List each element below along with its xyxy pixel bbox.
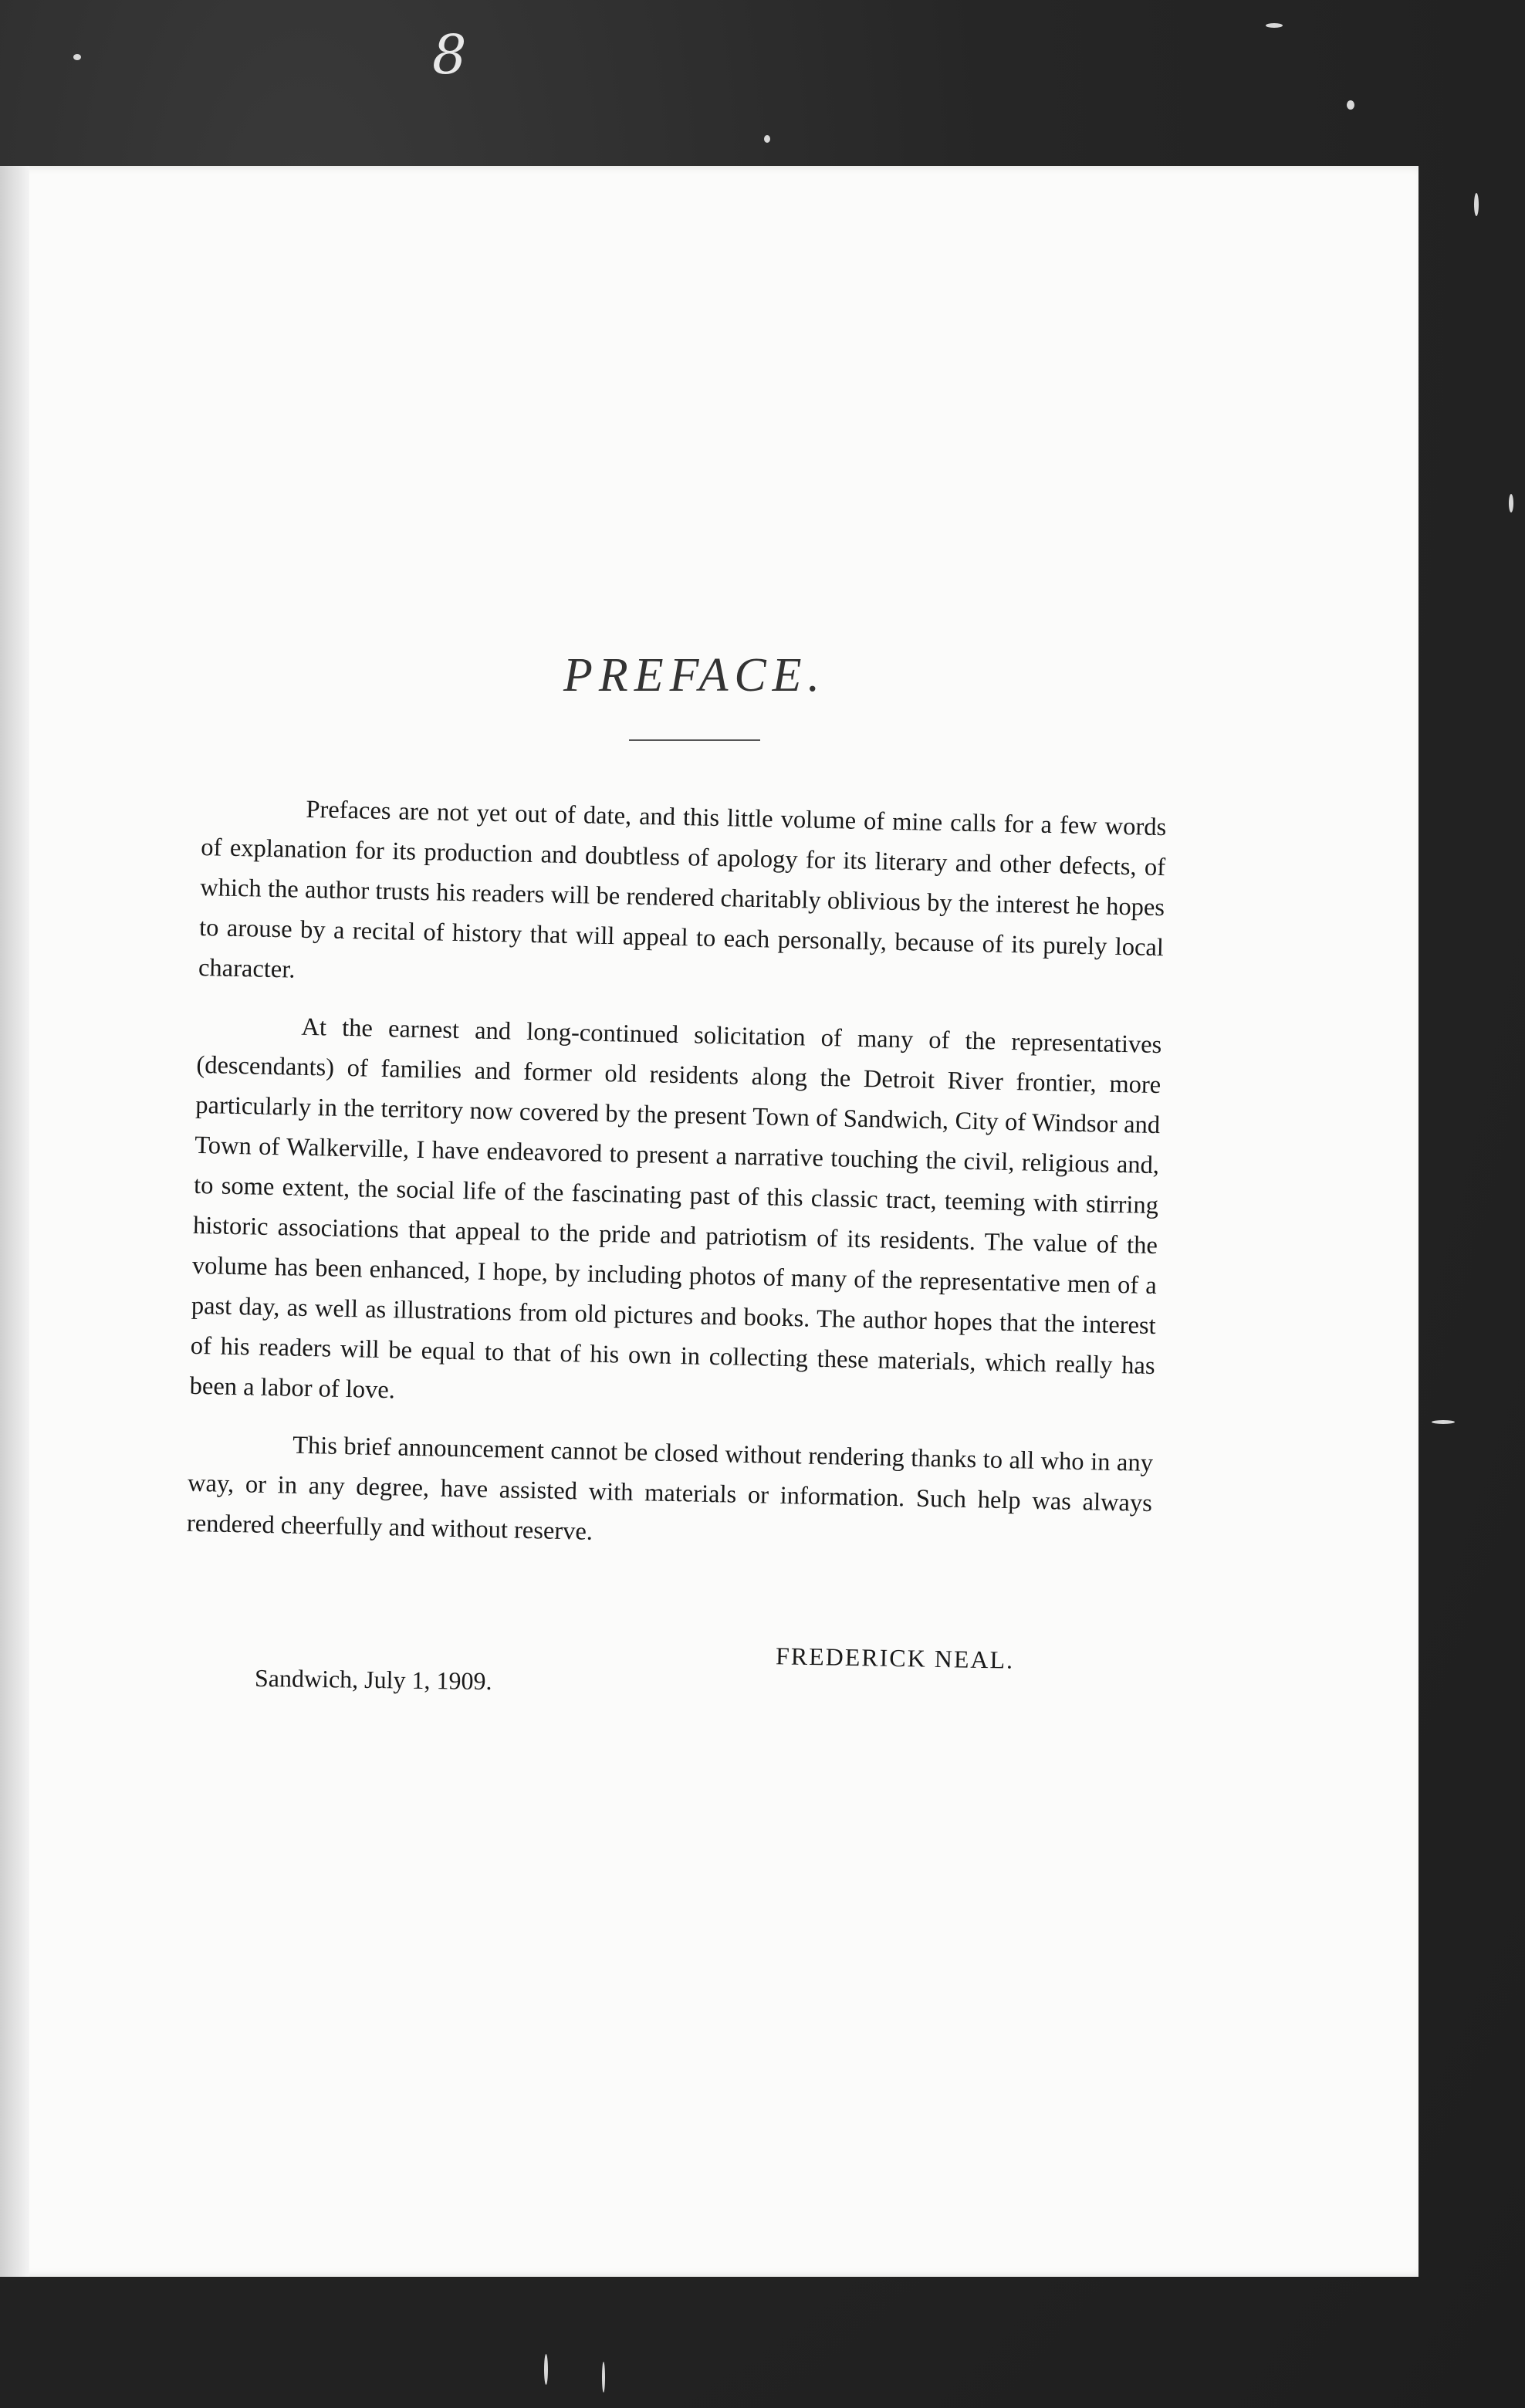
page-gutter bbox=[0, 166, 29, 2277]
author-signature: FREDERICK NEAL. bbox=[775, 1642, 1015, 1674]
dateline: Sandwich, July 1, 1909. bbox=[254, 1663, 492, 1696]
page-title: PREFACE. bbox=[563, 649, 827, 702]
dust-speck bbox=[1347, 100, 1354, 110]
paragraph: This brief announcement cannot be closed without rendering thanks to all who in any way, or in any degree, have assisted with materials or information. Such help was always rendered cheerfully and without reserve. bbox=[186, 1431, 1154, 1546]
dust-speck bbox=[1266, 23, 1283, 28]
dust-speck bbox=[602, 2362, 605, 2393]
preface-body bbox=[186, 787, 1167, 1581]
dust-speck bbox=[73, 54, 81, 60]
title-rule bbox=[629, 739, 760, 741]
dust-speck bbox=[1509, 494, 1513, 512]
paragraph: Prefaces are not yet out of date, and this little volume of mine calls for a few words of explanation for its production and doubtless of apology for its literary and other defects, of which the author trusts his readers will be rendered charitably oblivious by the interest he hopes to arouse by a recital of history that will appeal to each personally, because of its purely local character. bbox=[198, 795, 1167, 984]
dust-speck bbox=[764, 135, 770, 143]
page-number: 8 bbox=[432, 23, 467, 86]
dust-speck bbox=[1474, 193, 1479, 216]
dust-speck bbox=[1432, 1420, 1455, 1424]
dust-speck bbox=[544, 2354, 548, 2385]
paragraph: At the earnest and long-continued solicitation of many of the representatives (descendants) of families and former old residents along the Detroit River frontier, more particularly in the territory now covered by the present Town of Sandwich, City of Windsor and Town of Walkerville, I have endeavored to present a narrative touching the civil, religious and, to some extent, the social life of the fascinating past of this classic tract, teeming with stirring historic associations that appeal to the pride and patriotism of its residents. The value of the volume has been enhanced, I hope, by including photos of many of the representative men of a past day, as well as illustrations from old pictures and books. The author hopes that the interest of his readers will be equal to that of his own in collecting these materials, which really has been a labor of love. bbox=[189, 1013, 1162, 1405]
